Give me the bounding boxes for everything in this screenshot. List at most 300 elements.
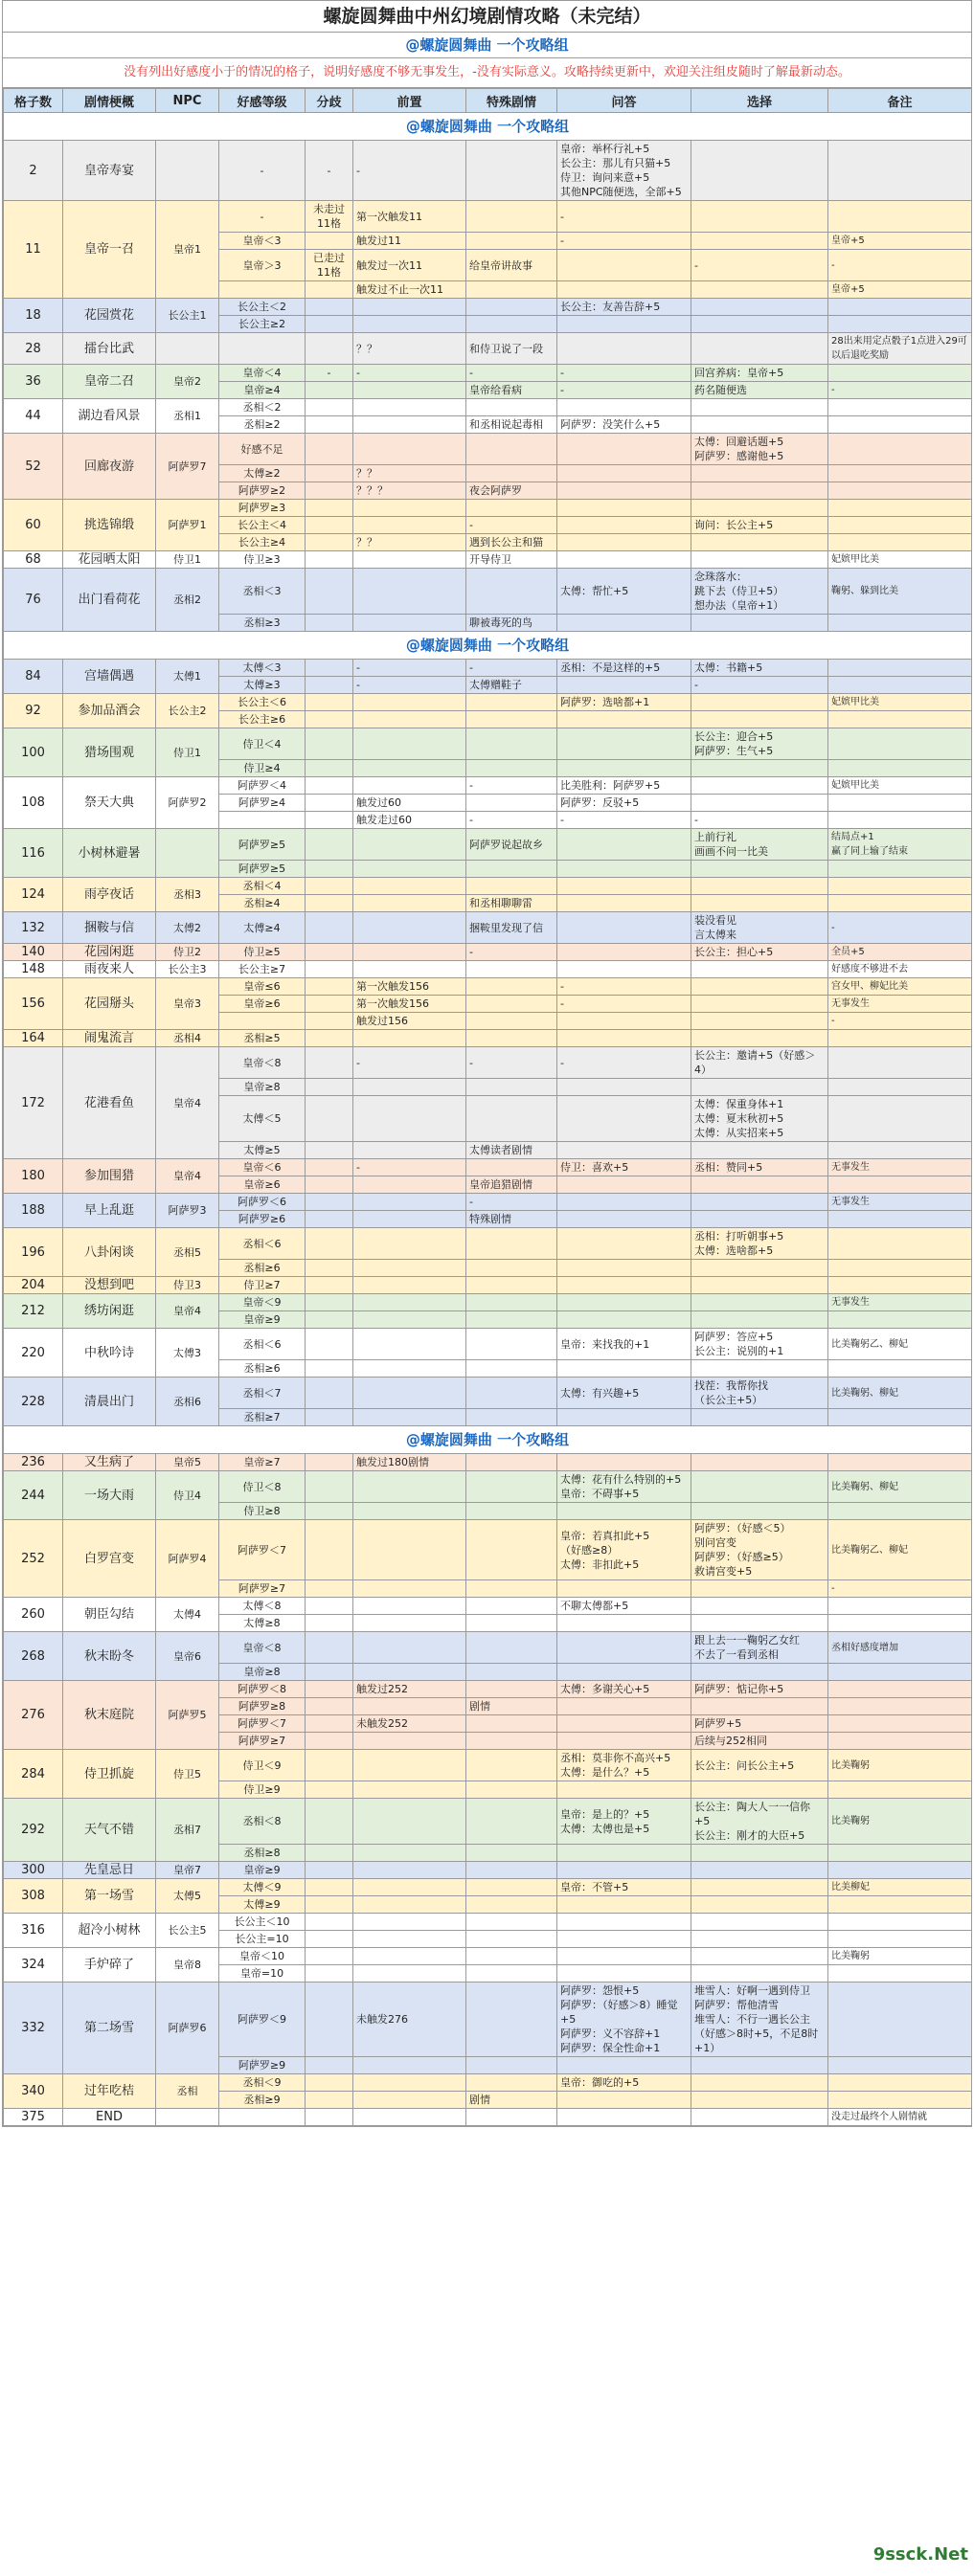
- npc-cell: 丞相2: [156, 569, 219, 632]
- choice-cell: -: [691, 812, 828, 829]
- choice-cell: 长公主：担心+5: [691, 944, 828, 961]
- favor-level-cell: 皇帝＜9: [219, 1294, 306, 1311]
- special-plot-cell: [466, 233, 557, 250]
- branch-cell: [306, 316, 353, 333]
- choice-cell: [691, 2109, 828, 2126]
- branch-cell: [306, 534, 353, 551]
- note-cell: [828, 299, 972, 316]
- qa-cell: [557, 1454, 691, 1471]
- npc-cell: 阿萨罗3: [156, 1194, 219, 1228]
- choice-cell: [691, 1598, 828, 1615]
- qa-cell: [557, 1096, 691, 1142]
- tile-number-cell: 180: [4, 1159, 63, 1194]
- note-cell: -: [828, 382, 972, 399]
- strategy-sheet: [2, 0, 972, 2127]
- favor-level-cell: 阿萨罗＜9: [219, 1982, 306, 2057]
- plot-summary-cell: 挑选锦缎: [63, 500, 156, 551]
- plot-summary-cell: 回廊夜游: [63, 434, 156, 500]
- table-row: [4, 961, 972, 978]
- table-row: [4, 399, 972, 416]
- note-cell: 全员+5: [828, 944, 972, 961]
- favor-level-cell: 阿萨罗＜8: [219, 1681, 306, 1698]
- favor-level-cell: 皇帝≥8: [219, 1079, 306, 1096]
- special-plot-cell: [466, 1096, 557, 1142]
- qa-cell: [557, 517, 691, 534]
- branch-cell: [306, 1228, 353, 1260]
- branch-cell: -: [306, 141, 353, 201]
- qa-cell: [557, 465, 691, 482]
- choice-cell: [691, 996, 828, 1013]
- prerequisite-cell: 第一次触发156: [353, 978, 466, 996]
- note-cell: [828, 615, 972, 632]
- choice-cell: 太傅：保重身体+1 太傅：夏末秋初+5 太傅：从实招来+5: [691, 1096, 828, 1142]
- branch-cell: [306, 299, 353, 316]
- prerequisite-cell: 触发过不止一次11: [353, 281, 466, 299]
- prerequisite-cell: [353, 1079, 466, 1096]
- prerequisite-cell: [353, 1329, 466, 1360]
- favor-level-cell: 太傅≥3: [219, 677, 306, 694]
- table-row: [4, 1948, 972, 1965]
- prerequisite-cell: [353, 1311, 466, 1329]
- special-plot-cell: [466, 399, 557, 416]
- npc-cell: 侍卫1: [156, 728, 219, 777]
- plot-summary-cell: 出门看荷花: [63, 569, 156, 632]
- tile-number-cell: 332: [4, 1982, 63, 2074]
- special-plot-cell: [466, 1159, 557, 1176]
- column-header: 备注: [828, 89, 972, 113]
- prerequisite-cell: 触发过60: [353, 795, 466, 812]
- npc-cell: 长公主2: [156, 694, 219, 728]
- npc-cell: 皇帝2: [156, 365, 219, 399]
- qa-cell: 不聊太傅都+5: [557, 1598, 691, 1615]
- favor-level-cell: 长公主≥2: [219, 316, 306, 333]
- branch-cell: [306, 1862, 353, 1879]
- note-cell: [828, 812, 972, 829]
- favor-level-cell: 皇帝＜6: [219, 1159, 306, 1176]
- qa-cell: [557, 1409, 691, 1426]
- choice-cell: 长公主：邀请+5（好感＞4）: [691, 1047, 828, 1079]
- page-title: 螺旋圆舞曲中州幻境剧情攻略（未完结）: [3, 1, 971, 33]
- favor-level-cell: 太傅≥8: [219, 1615, 306, 1632]
- choice-cell: [691, 1360, 828, 1378]
- branch-cell: [306, 711, 353, 728]
- prerequisite-cell: [353, 1845, 466, 1862]
- favor-level-cell: 长公主＜10: [219, 1914, 306, 1931]
- section-separator: [4, 1426, 972, 1454]
- choice-cell: 长公主：问长公主+5: [691, 1750, 828, 1781]
- note-cell: [828, 1277, 972, 1294]
- group-link[interactable]: @螺旋圆舞曲 一个攻略组: [3, 33, 971, 58]
- column-header: 问答: [557, 89, 691, 113]
- choice-cell: [691, 1503, 828, 1520]
- tile-number-cell: 68: [4, 551, 63, 569]
- table-row: [4, 1914, 972, 1931]
- choice-cell: [691, 281, 828, 299]
- note-cell: 28出来用定点骰子1点进入29可以后退吃奖励: [828, 333, 972, 365]
- qa-cell: [557, 1632, 691, 1664]
- plot-summary-cell: 一场大雨: [63, 1471, 156, 1520]
- favor-level-cell: 侍卫＜8: [219, 1471, 306, 1503]
- favor-level-cell: 阿萨罗＜7: [219, 1715, 306, 1733]
- note-cell: [828, 1311, 972, 1329]
- qa-cell: -: [557, 365, 691, 382]
- prerequisite-cell: 第一次触发11: [353, 201, 466, 233]
- special-plot-cell: 太傅读者剧情: [466, 1142, 557, 1159]
- choice-cell: [691, 1965, 828, 1982]
- plot-summary-cell: 花园掰头: [63, 978, 156, 1030]
- special-plot-cell: [466, 1030, 557, 1047]
- choice-cell: [691, 500, 828, 517]
- qa-cell: 皇帝：举杯行礼+5 长公主：那儿有只猫+5 侍卫：询问来意+5 其他NPC随便选，全部+5: [557, 141, 691, 201]
- tile-number-cell: 204: [4, 1277, 63, 1294]
- note-cell: 比美鞠躬、柳妃: [828, 1378, 972, 1409]
- table-row: [4, 1047, 972, 1079]
- special-plot-cell: -: [466, 944, 557, 961]
- note-cell: [828, 434, 972, 465]
- favor-level-cell: 太傅＜9: [219, 1879, 306, 1896]
- qa-cell: [557, 912, 691, 944]
- npc-cell: 长公主1: [156, 299, 219, 333]
- prerequisite-cell: [353, 500, 466, 517]
- note-cell: -: [828, 1580, 972, 1598]
- choice-cell: [691, 777, 828, 795]
- special-plot-cell: 和丞相聊聊雷: [466, 895, 557, 912]
- note-cell: 无事发生: [828, 1159, 972, 1176]
- qa-cell: 皇帝：是上的？+5 太傅：太傅也是+5: [557, 1799, 691, 1845]
- qa-cell: [557, 1931, 691, 1948]
- prerequisite-cell: [353, 1260, 466, 1277]
- table-row: [4, 141, 972, 201]
- special-plot-cell: [466, 2057, 557, 2074]
- branch-cell: [306, 1471, 353, 1503]
- special-plot-cell: [466, 1079, 557, 1096]
- special-plot-cell: [466, 1799, 557, 1845]
- tile-number-cell: 236: [4, 1454, 63, 1471]
- favor-level-cell: 阿萨罗≥5: [219, 829, 306, 861]
- table-row: [4, 1329, 972, 1360]
- special-plot-cell: [466, 795, 557, 812]
- choice-cell: 长公主：迎合+5 阿萨罗：生气+5: [691, 728, 828, 760]
- table-row: [4, 978, 972, 996]
- branch-cell: [306, 1845, 353, 1862]
- qa-cell: [557, 760, 691, 777]
- note-cell: [828, 1503, 972, 1520]
- table-row: [4, 299, 972, 316]
- tile-number-cell: 212: [4, 1294, 63, 1329]
- plot-summary-cell: 皇帝一召: [63, 201, 156, 299]
- qa-cell: 丞相：不是这样的+5: [557, 660, 691, 677]
- favor-level-cell: 皇帝＜8: [219, 1632, 306, 1664]
- choice-cell: [691, 2092, 828, 2109]
- special-plot-cell: -: [466, 517, 557, 534]
- prerequisite-cell: [353, 1471, 466, 1503]
- group-link[interactable]: @螺旋圆舞曲 一个攻略组: [4, 113, 972, 141]
- branch-cell: [306, 1079, 353, 1096]
- npc-cell: 皇帝8: [156, 1948, 219, 1982]
- watermark-logo: 9ssck.Net: [872, 2544, 968, 2565]
- branch-cell: [306, 1194, 353, 1211]
- prerequisite-cell: [353, 1733, 466, 1750]
- favor-level-cell: 太傅≥4: [219, 912, 306, 944]
- npc-cell: 皇帝4: [156, 1159, 219, 1194]
- tile-number-cell: 2: [4, 141, 63, 201]
- special-plot-cell: [466, 1845, 557, 1862]
- table-row: [4, 1454, 972, 1471]
- plot-summary-cell: 绣坊闲逛: [63, 1294, 156, 1329]
- qa-cell: [557, 1896, 691, 1914]
- favor-level-cell: 丞相＜3: [219, 569, 306, 615]
- tile-number-cell: 11: [4, 201, 63, 299]
- branch-cell: 已走过11格: [306, 250, 353, 281]
- branch-cell: [306, 465, 353, 482]
- favor-level-cell: 侍卫≥5: [219, 944, 306, 961]
- plot-summary-cell: 过年吃桔: [63, 2074, 156, 2109]
- prerequisite-cell: [353, 1142, 466, 1159]
- special-plot-cell: [466, 1632, 557, 1664]
- note-cell: [828, 1598, 972, 1615]
- npc-cell: 太傅3: [156, 1329, 219, 1378]
- column-header: NPC: [156, 89, 219, 113]
- prerequisite-cell: [353, 1378, 466, 1409]
- group-link[interactable]: @螺旋圆舞曲 一个攻略组: [4, 632, 972, 660]
- prerequisite-cell: [353, 1096, 466, 1142]
- plot-summary-cell: 清晨出门: [63, 1378, 156, 1426]
- branch-cell: [306, 399, 353, 416]
- branch-cell: [306, 1781, 353, 1799]
- npc-cell: 太傅4: [156, 1598, 219, 1632]
- special-plot-cell: [466, 465, 557, 482]
- special-plot-cell: [466, 1294, 557, 1311]
- group-link[interactable]: @螺旋圆舞曲 一个攻略组: [4, 1426, 972, 1454]
- qa-cell: [557, 677, 691, 694]
- qa-cell: [557, 551, 691, 569]
- favor-level-cell: 丞相≥8: [219, 1845, 306, 1862]
- qa-cell: [557, 1781, 691, 1799]
- choice-cell: [691, 615, 828, 632]
- qa-cell: [557, 1142, 691, 1159]
- choice-cell: 上前行礼 画画不问一比美: [691, 829, 828, 861]
- branch-cell: [306, 1698, 353, 1715]
- note-cell: 皇帝+5: [828, 233, 972, 250]
- prerequisite-cell: [353, 944, 466, 961]
- prerequisite-cell: [353, 1030, 466, 1047]
- note-cell: [828, 365, 972, 382]
- note-cell: [828, 1681, 972, 1698]
- special-plot-cell: 剧情: [466, 1698, 557, 1715]
- note-cell: [828, 760, 972, 777]
- tile-number-cell: 308: [4, 1879, 63, 1914]
- choice-cell: [691, 1879, 828, 1896]
- favor-level-cell: [219, 1013, 306, 1030]
- favor-level-cell: 皇帝≥7: [219, 1454, 306, 1471]
- favor-level-cell: 阿萨罗≥6: [219, 1211, 306, 1228]
- table-row: [4, 333, 972, 365]
- branch-cell: [306, 517, 353, 534]
- npc-cell: 太傅5: [156, 1879, 219, 1914]
- prerequisite-cell: [353, 1211, 466, 1228]
- npc-cell: 太傅2: [156, 912, 219, 944]
- plot-summary-cell: 第二场雪: [63, 1982, 156, 2074]
- table-body: [4, 113, 972, 2126]
- favor-level-cell: 阿萨罗≥7: [219, 1733, 306, 1750]
- special-plot-cell: [466, 1715, 557, 1733]
- tile-number-cell: 188: [4, 1194, 63, 1228]
- tile-number-cell: 44: [4, 399, 63, 434]
- branch-cell: [306, 1664, 353, 1681]
- note-cell: [828, 534, 972, 551]
- table-row: [4, 1879, 972, 1896]
- branch-cell: [306, 961, 353, 978]
- npc-cell: 皇帝4: [156, 1047, 219, 1159]
- choice-cell: [691, 694, 828, 711]
- plot-summary-cell: 天气不错: [63, 1799, 156, 1862]
- choice-cell: 丞相：赞同+5: [691, 1159, 828, 1176]
- note-cell: [828, 2074, 972, 2092]
- choice-cell: 长公主：陶大人一一信你+5 长公主：刚才的大臣+5: [691, 1799, 828, 1845]
- qa-cell: [557, 1914, 691, 1931]
- special-plot-cell: [466, 1454, 557, 1471]
- tile-number-cell: 108: [4, 777, 63, 829]
- tile-number-cell: 124: [4, 878, 63, 912]
- qa-cell: 阿萨罗：选啥都+1: [557, 694, 691, 711]
- plot-summary-cell: 花港看鱼: [63, 1047, 156, 1159]
- note-cell: [828, 1914, 972, 1931]
- favor-level-cell: 好感不足: [219, 434, 306, 465]
- choice-cell: [691, 1862, 828, 1879]
- branch-cell: -: [306, 365, 353, 382]
- special-plot-cell: [466, 1879, 557, 1896]
- prerequisite-cell: -: [353, 365, 466, 382]
- column-header: 格子数: [4, 89, 63, 113]
- note-cell: 鞠躬、躲到比美: [828, 569, 972, 615]
- prerequisite-cell: [353, 1896, 466, 1914]
- special-plot-cell: [466, 711, 557, 728]
- prerequisite-cell: [353, 1503, 466, 1520]
- branch-cell: [306, 333, 353, 365]
- special-plot-cell: [466, 1520, 557, 1580]
- favor-level-cell: -: [219, 141, 306, 201]
- choice-cell: [691, 1030, 828, 1047]
- choice-cell: 找茬：我帮你找 （长公主+5）: [691, 1378, 828, 1409]
- qa-cell: [557, 333, 691, 365]
- npc-cell: 侍卫1: [156, 551, 219, 569]
- prerequisite-cell: [353, 399, 466, 416]
- qa-cell: 长公主：友善告辞+5: [557, 299, 691, 316]
- branch-cell: [306, 233, 353, 250]
- tile-number-cell: 18: [4, 299, 63, 333]
- choice-cell: [691, 878, 828, 895]
- npc-cell: 皇帝4: [156, 1294, 219, 1329]
- branch-cell: [306, 1615, 353, 1632]
- special-plot-cell: 遇到长公主和猫: [466, 534, 557, 551]
- special-plot-cell: 皇帝给看病: [466, 382, 557, 399]
- npc-cell: 侍卫2: [156, 944, 219, 961]
- note-cell: 丞相好感度增加: [828, 1632, 972, 1664]
- npc-cell: 丞相7: [156, 1799, 219, 1862]
- prerequisite-cell: [353, 1914, 466, 1931]
- choice-cell: 后续与252相同: [691, 1733, 828, 1750]
- prerequisite-cell: [353, 2109, 466, 2126]
- note-cell: [828, 1228, 972, 1260]
- qa-cell: 比美胜利：阿萨罗+5: [557, 777, 691, 795]
- note-cell: 妃嫔甲比美: [828, 777, 972, 795]
- choice-cell: [691, 1948, 828, 1965]
- prerequisite-cell: [353, 1664, 466, 1681]
- favor-level-cell: [219, 281, 306, 299]
- special-plot-cell: [466, 1598, 557, 1615]
- tile-number-cell: 260: [4, 1598, 63, 1632]
- note-cell: 比美鞠躬: [828, 1799, 972, 1845]
- branch-cell: [306, 416, 353, 434]
- prerequisite-cell: [353, 1194, 466, 1211]
- column-header: 前置: [353, 89, 466, 113]
- prerequisite-cell: [353, 895, 466, 912]
- plot-summary-cell: 朝臣勾结: [63, 1598, 156, 1632]
- prerequisite-cell: [353, 1965, 466, 1982]
- note-cell: 结局点+1 赢了同上输了结束: [828, 829, 972, 861]
- plot-summary-cell: END: [63, 2109, 156, 2126]
- table-row: [4, 434, 972, 465]
- prerequisite-cell: [353, 517, 466, 534]
- section-separator: [4, 113, 972, 141]
- qa-cell: [557, 1030, 691, 1047]
- tile-number-cell: 244: [4, 1471, 63, 1520]
- favor-level-cell: 皇帝＜3: [219, 233, 306, 250]
- note-cell: 没走过最终个人剧情就: [828, 2109, 972, 2126]
- branch-cell: [306, 996, 353, 1013]
- npc-cell: 长公主5: [156, 1914, 219, 1948]
- prerequisite-cell: [353, 1228, 466, 1260]
- note-cell: 皇帝+5: [828, 281, 972, 299]
- choice-cell: [691, 316, 828, 333]
- special-plot-cell: 夜会阿萨罗: [466, 482, 557, 500]
- table-row: [4, 912, 972, 944]
- note-cell: 比美鞠躬乙、柳妃: [828, 1329, 972, 1360]
- choice-cell: [691, 1211, 828, 1228]
- special-plot-cell: [466, 694, 557, 711]
- prerequisite-cell: [353, 711, 466, 728]
- favor-level-cell: 太傅≥9: [219, 1896, 306, 1914]
- qa-cell: [557, 1260, 691, 1277]
- choice-cell: [691, 299, 828, 316]
- note-cell: 比美柳妃: [828, 1879, 972, 1896]
- special-plot-cell: 特殊剧情: [466, 1211, 557, 1228]
- note-cell: [828, 201, 972, 233]
- favor-level-cell: 阿萨罗＜4: [219, 777, 306, 795]
- prerequisite-cell: [353, 1598, 466, 1615]
- plot-summary-cell: 花园闲逛: [63, 944, 156, 961]
- branch-cell: [306, 1965, 353, 1982]
- table-row: [4, 878, 972, 895]
- favor-level-cell: 长公主＜4: [219, 517, 306, 534]
- note-cell: [828, 728, 972, 760]
- plot-summary-cell: 八卦闲谈: [63, 1228, 156, 1277]
- choice-cell: [691, 551, 828, 569]
- special-plot-cell: 开导侍卫: [466, 551, 557, 569]
- note-cell: [828, 1030, 972, 1047]
- favor-level-cell: 丞相＜6: [219, 1228, 306, 1260]
- branch-cell: [306, 551, 353, 569]
- column-header: 剧情梗概: [63, 89, 156, 113]
- npc-cell: 皇帝5: [156, 1454, 219, 1471]
- branch-cell: [306, 1896, 353, 1914]
- choice-cell: [691, 861, 828, 878]
- branch-cell: [306, 281, 353, 299]
- branch-cell: [306, 1277, 353, 1294]
- tile-number-cell: 268: [4, 1632, 63, 1681]
- choice-cell: 阿萨罗：答应+5 长公主：说别的+1: [691, 1329, 828, 1360]
- favor-level-cell: 阿萨罗≥2: [219, 482, 306, 500]
